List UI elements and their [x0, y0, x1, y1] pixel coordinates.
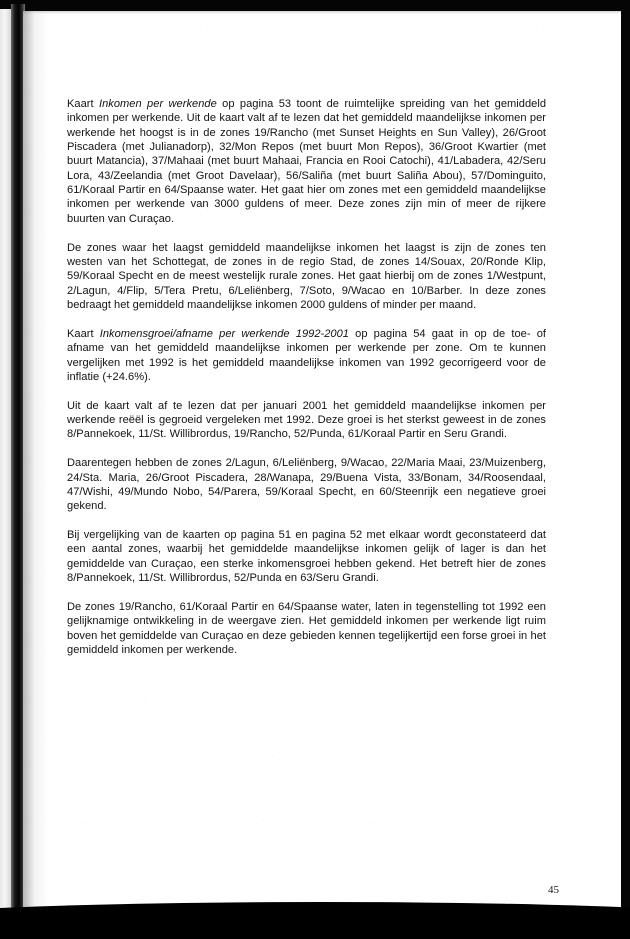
text-run: De zones 19/Rancho, 61/Koraal Partir en 64/Spaanse water, laten in tegenstelling tot 1992 een gelijknamige ontwikkeling in de weergave zien. Het gemiddeld inkomen per werkende ligt ruim boven het gemiddelde van Curaçao en deze gebieden kennen tegelijkertijd een forse groei in het gemiddeld inkomen per werkende.: [67, 600, 546, 656]
text-run: Daarentegen hebben de zones 2/Lagun, 6/Leliënberg, 9/Wacao, 22/Maria Maai, 23/Muizenberg, 24/Sta. Maria, 26/Groot Piscadera, 28/Wanapa, 29/Buena Vista, 33/Bonam, 34/Roosendaal, 47/Wishi, 49/Mundo Nobo, 54/Parera, 59/Koraal Specht, en 60/Steenrijk een negatieve groei gekend.: [67, 457, 546, 513]
document-page: [23, 11, 621, 918]
text-run: Kaart: [67, 98, 99, 110]
paragraph-p6: [67, 528, 546, 585]
paragraph-p3: [67, 327, 546, 384]
paragraph-p2: [67, 241, 546, 313]
text-run: Uit de kaart valt af te lezen dat per januari 2001 het gemiddeld maandelijkse inkomen per werkende reëël is gegroeid vergeleken met 1992. Deze groei is het sterkst geweest in de zones 8/Pannekoek, 11/St. Willibrordus, 19/Rancho, 52/Punda, 61/Koraal Partir en Seru Grandi.: [67, 399, 546, 441]
text-run: Bij vergelijking van de kaarten op pagina 51 en pagina 52 met elkaar wordt geconstateerd dat een aantal zones, waarbij het gemiddelde maandelijkse inkomen gelijk of lager is dan het gemiddelde van Curaçao, een sterke inkomensgroei hebben gekend. Het betreft hier de zones 8/Pannekoek, 11/St. Willibrordus, 52/Punda en 63/Seru Grandi.: [67, 529, 546, 585]
paragraph-p1: [67, 97, 546, 226]
paragraph-p5: [67, 456, 546, 513]
text-run: op pagina 53 toont de ruimtelijke spreiding van het gemiddeld inkomen per werkende. Uit de kaart valt af te lezen dat het gemiddeld maandelijkse inkomen per werkende het hoogst is in de zones 19/Rancho (met Sunset Heights en Sun Valley), 26/Groot Piscadera (met Julianadorp), 32/Mon Repos (met buurt Mon Repos), 36/Groot Kwartier (met buurt Matancia), 37/Mahaai (met buurt Mahaai, Francia en Rooi Catochi), 41/Labadera, 42/Seru Lora, 43/Zeelandia (met Groot Davelaar), 56/Saliña (met buurt Saliña Abou), 57/Dominguito, 61/Koraal Partir en 64/Spaanse water. Het gaat hier om zones met een gemiddeld maandelijkse inkomen per werkende van 3000 guldens of meer. Deze zones zijn min of meer de rijkere buurten van Curaçao.: [67, 98, 547, 225]
text-run: De zones waar het laagst gemiddeld maandelijkse inkomen het laagst is zijn de zones ten westen van het Schottegat, de zones in de regio Stad, de zones 14/Souax, 20/Ronde Klip, 59/Koraal Specht en de meest westelijk rurale zones. Het gaat hierbij om de zones 1/Westpunt, 2/Lagun, 4/Flip, 5/Tera Pretu, 6/Leliënberg, 7/Soto, 9/Wacao en 10/Barber. In deze zones bedraagt het gemiddeld maandelijkse inkomen 2000 guldens of minder per maand.: [67, 241, 546, 311]
map-title-italic: Inkomensgroei/afname per werkende 1992-2001: [99, 327, 349, 340]
body-text-column: [67, 97, 546, 657]
text-run: op pagina 54 gaat in op de toe- of afname van het gemiddeld maandelijkse inkomen per werkende per zone. Om te kunnen vergelijken met 1992 is het gemiddeld maandelijkse inkomen van 1992 gecorrigeerd voor de inflatie (+24.6%).: [67, 327, 546, 383]
paragraph-p7: [67, 600, 546, 657]
text-run: Kaart: [67, 327, 100, 340]
paragraph-p4: [67, 399, 546, 442]
page-number: 45: [548, 884, 559, 896]
page-bottom-edge-curve: [0, 902, 630, 939]
page-top-bevel: [23, 11, 621, 14]
map-title-italic: Inkomen per werkende: [99, 98, 217, 110]
page-curl-shading: [23, 11, 49, 918]
